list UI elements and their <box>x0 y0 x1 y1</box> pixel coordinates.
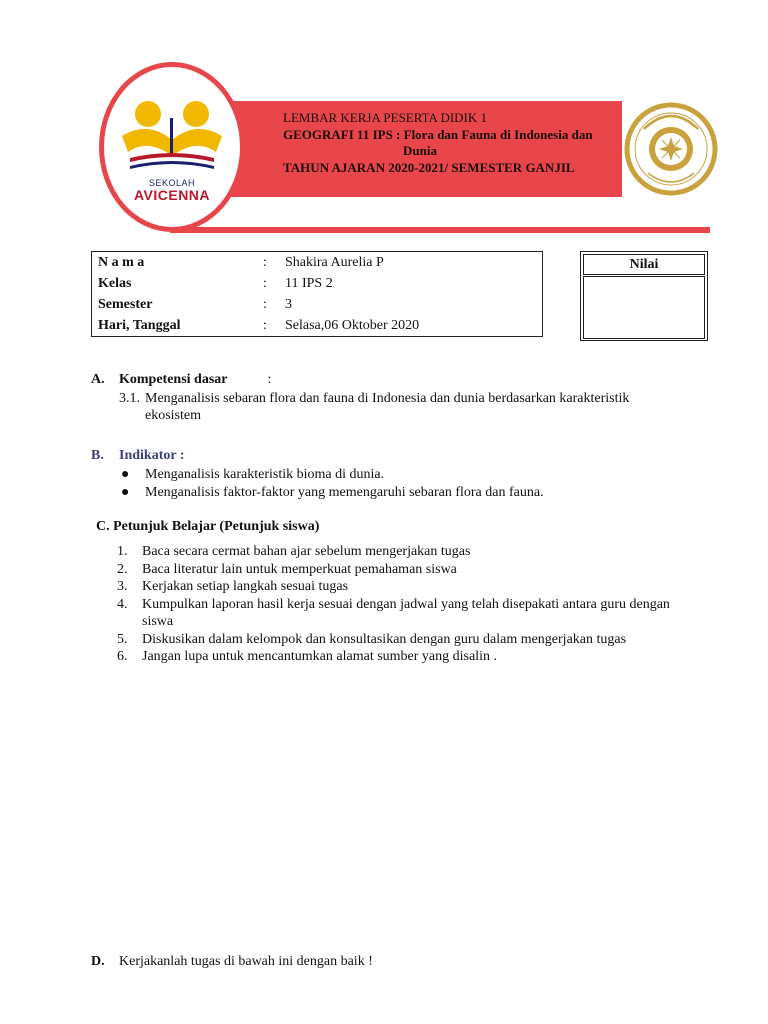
worksheet-subject: GEOGRAFI 11 IPS : Flora dan Fauna di Indonesia dan <box>283 126 593 142</box>
list-item <box>96 578 696 596</box>
section-instructions <box>96 519 696 666</box>
header-underline <box>170 227 710 233</box>
leader-in-me-logo-icon <box>622 99 720 199</box>
list-item <box>96 631 696 649</box>
list-item <box>96 596 696 631</box>
section-colon: : <box>267 372 272 387</box>
section-number: A. <box>91 372 105 387</box>
indicator-list <box>91 466 691 502</box>
item-text: Diskusikan dalam kelompok dan konsultasikan dengan guru dalam mengerjakan tugas <box>142 631 627 647</box>
table-row <box>92 273 543 294</box>
school-logo-word: SEKOLAH <box>148 178 196 188</box>
identity-label: Hari, Tanggal <box>98 317 181 333</box>
item-text: Menganalisis karakteristik bioma di dunia. <box>145 467 385 482</box>
identity-label: Kelas <box>98 275 132 291</box>
worksheet-subject-cont: Dunia <box>403 143 437 158</box>
section-heading: Indikator : <box>119 448 185 463</box>
item-number: 3.1. <box>119 391 140 406</box>
score-field[interactable] <box>583 276 705 339</box>
list-item <box>91 484 691 502</box>
section-number: D. <box>91 954 105 969</box>
item-number: 3. <box>117 579 128 594</box>
table-row <box>92 294 543 315</box>
score-box <box>580 251 708 341</box>
identity-colon: : <box>263 317 267 333</box>
list-item <box>119 390 691 424</box>
item-text-cont: ekosistem <box>145 408 201 423</box>
section-heading: Kompetensi dasar <box>119 372 228 387</box>
list-item <box>91 466 691 484</box>
item-text: Menganalisis sebaran flora dan fauna di Indonesia dan dunia berdasarkan karakteristik <box>145 391 630 406</box>
item-text: Menganalisis faktor-faktor yang memengaruhi sebaran flora dan fauna. <box>145 485 544 500</box>
section-competency <box>91 372 691 424</box>
item-text: Jangan lupa untuk mencantumkan alamat sumber yang disalin . <box>142 649 497 664</box>
instruction-list <box>96 543 696 666</box>
item-text: Kumpulkan laporan hasil kerja sesuai dengan jadwal yang telah disepakati antara guru dengan siswa <box>142 596 670 629</box>
item-number: 5. <box>117 631 128 647</box>
date-value: Selasa,06 Oktober 2020 <box>285 317 420 333</box>
item-text: Kerjakan setiap langkah sesuai tugas <box>142 579 349 594</box>
student-identity-table <box>91 251 543 337</box>
worksheet-title: LEMBAR KERJA PESERTA DIDIK 1 <box>283 110 488 125</box>
score-label: Nilai <box>583 254 705 275</box>
bullet-icon: ● <box>121 485 130 500</box>
header-text <box>283 110 613 176</box>
class-value: 11 IPS 2 <box>285 275 333 291</box>
item-text: Baca literatur lain untuk memperkuat pemahaman siswa <box>142 561 457 577</box>
school-logo-name: AVICENNA <box>133 187 211 203</box>
item-number: 6. <box>117 649 128 664</box>
identity-label: N a m a <box>98 254 145 270</box>
academic-year: TAHUN AJARAN 2020-2021/ SEMESTER GANJIL <box>283 159 575 175</box>
identity-label: Semester <box>98 296 153 312</box>
item-text: Baca secara cermat bahan ajar sebelum mengerjakan tugas <box>142 544 471 559</box>
list-item <box>96 543 696 561</box>
section-number: B. <box>91 448 104 463</box>
table-row <box>92 315 543 337</box>
bullet-icon: ● <box>121 467 130 482</box>
student-name-value: Shakira Aurelia P <box>285 254 384 270</box>
item-number: 4. <box>117 596 128 612</box>
section-indicators <box>91 448 691 502</box>
identity-colon: : <box>263 296 267 312</box>
identity-colon: : <box>263 254 267 270</box>
table-row <box>92 252 543 274</box>
semester-value: 3 <box>285 296 292 312</box>
list-item <box>96 561 696 579</box>
section-heading: C. Petunjuk Belajar (Petunjuk siswa) <box>96 519 320 534</box>
item-number: 2. <box>117 561 128 577</box>
section-task <box>91 954 691 970</box>
list-item <box>96 648 696 666</box>
identity-colon: : <box>263 275 267 291</box>
item-number: 1. <box>117 544 128 559</box>
task-instruction: Kerjakanlah tugas di bawah ini dengan baik ! <box>119 954 373 969</box>
